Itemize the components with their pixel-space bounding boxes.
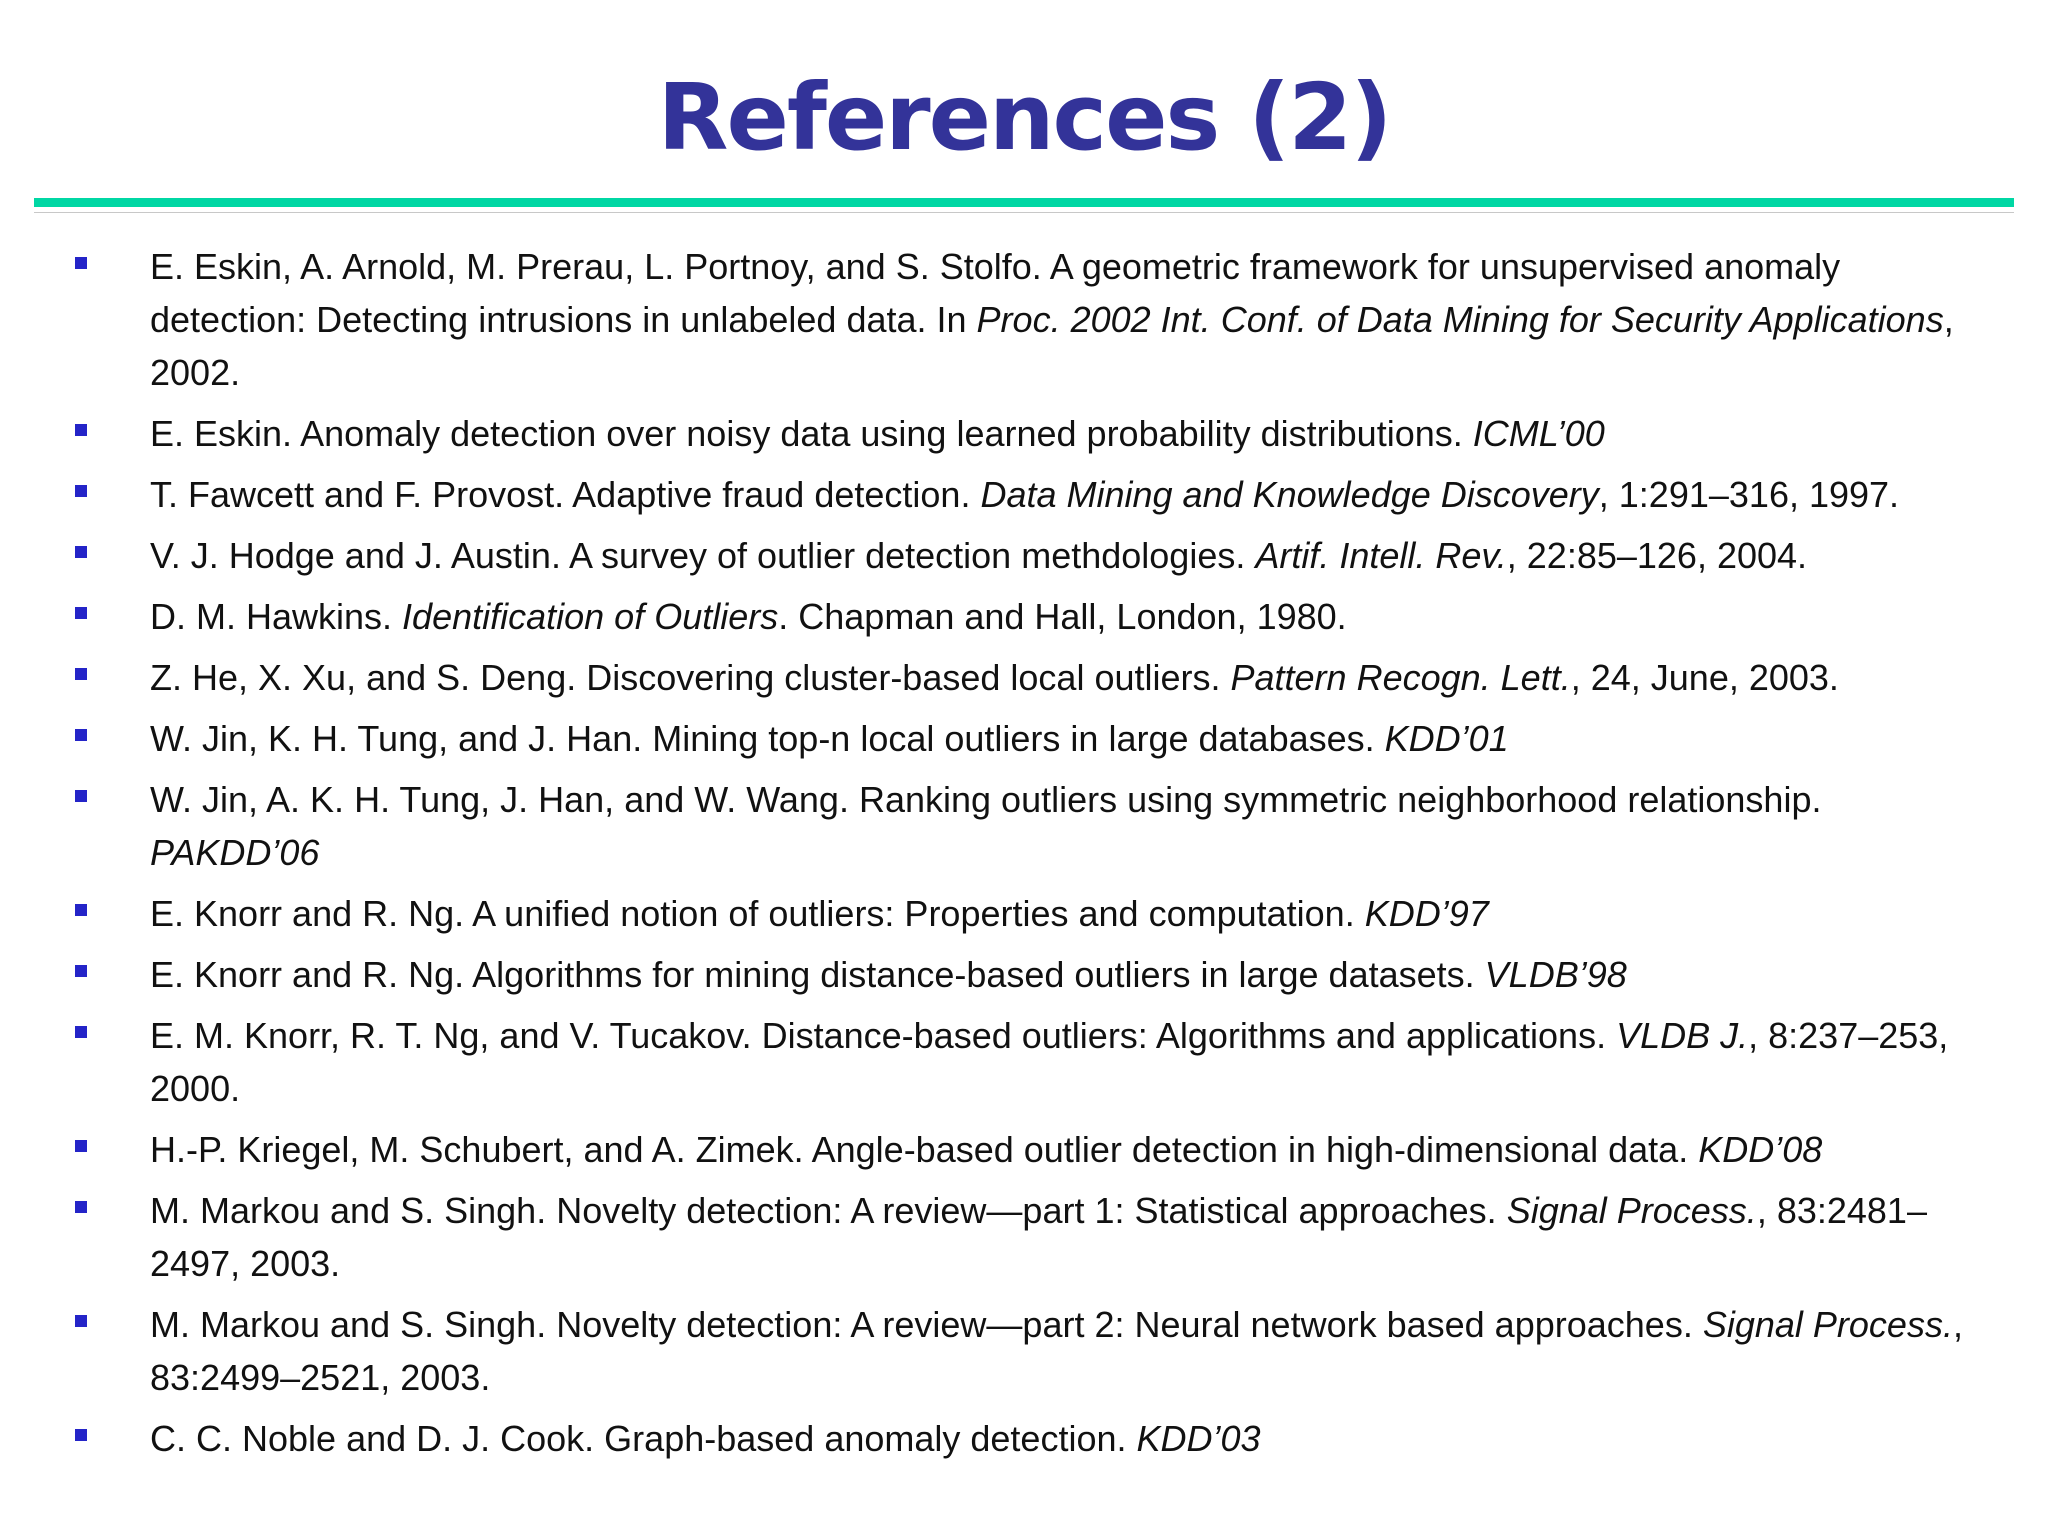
- reference-authors-title: Z. He, X. Xu, and S. Deng. Discovering cluster-based local outliers.: [150, 657, 1231, 698]
- title-underline: [34, 198, 2014, 207]
- square-bullet-icon: [75, 1140, 87, 1152]
- square-bullet-icon: [75, 1026, 87, 1038]
- square-bullet-icon: [75, 729, 87, 741]
- reference-venue: ICML’00: [1472, 413, 1605, 454]
- reference-item: [0, 773, 2048, 879]
- square-bullet-icon: [75, 424, 87, 436]
- reference-details: , 24, June, 2003.: [1570, 657, 1839, 698]
- reference-authors-title: E. M. Knorr, R. T. Ng, and V. Tucakov. Distance-based outliers: Algorithms and applications.: [150, 1015, 1617, 1056]
- reference-list: [0, 240, 2048, 1473]
- reference-authors-title: D. M. Hawkins.: [150, 596, 403, 637]
- reference-item: [0, 651, 2048, 704]
- reference-venue: KDD’03: [1136, 1418, 1261, 1459]
- reference-authors-title: H.-P. Kriegel, M. Schubert, and A. Zimek. Angle-based outlier detection in high-dimensional data.: [150, 1129, 1699, 1170]
- reference-venue: KDD’97: [1364, 893, 1489, 934]
- reference-item: [0, 712, 2048, 765]
- reference-venue: Artif. Intell. Rev.: [1255, 535, 1507, 576]
- reference-authors-title: E. Knorr and R. Ng. A unified notion of outliers: Properties and computation.: [150, 893, 1365, 934]
- square-bullet-icon: [75, 1315, 87, 1327]
- square-bullet-icon: [75, 904, 87, 916]
- reference-item: [0, 887, 2048, 940]
- reference-item: [0, 1298, 2048, 1404]
- square-bullet-icon: [75, 607, 87, 619]
- reference-authors-title: T. Fawcett and F. Provost. Adaptive fraud detection.: [150, 474, 981, 515]
- reference-details: , 1:291–316, 1997.: [1598, 474, 1900, 515]
- reference-venue: PAKDD’06: [150, 832, 320, 873]
- reference-venue: Data Mining and Knowledge Discovery: [980, 474, 1599, 515]
- reference-authors-title: M. Markou and S. Singh. Novelty detection: A review—part 2: Neural network based approaches.: [150, 1304, 1703, 1345]
- square-bullet-icon: [75, 546, 87, 558]
- reference-details: , 2002.: [150, 299, 1954, 393]
- reference-authors-title: W. Jin, K. H. Tung, and J. Han. Mining top-n local outliers in large databases.: [150, 718, 1385, 759]
- reference-authors-title: E. Eskin. Anomaly detection over noisy data using learned probability distributions.: [150, 413, 1473, 454]
- reference-venue: VLDB’98: [1484, 954, 1627, 995]
- square-bullet-icon: [75, 668, 87, 680]
- reference-authors-title: M. Markou and S. Singh. Novelty detection: A review—part 1: Statistical approaches.: [150, 1190, 1507, 1231]
- reference-item: [0, 1412, 2048, 1465]
- reference-item: [0, 1123, 2048, 1176]
- reference-details: , 83:2481–2497, 2003.: [150, 1190, 1927, 1284]
- reference-authors-title: V. J. Hodge and J. Austin. A survey of outlier detection methdologies.: [150, 535, 1256, 576]
- reference-item: [0, 240, 2048, 399]
- reference-venue: Signal Process.: [1702, 1304, 1953, 1345]
- square-bullet-icon: [75, 1201, 87, 1213]
- reference-item: [0, 1009, 2048, 1115]
- reference-venue: Signal Process.: [1506, 1190, 1757, 1231]
- reference-venue: Identification of Outliers: [402, 596, 779, 637]
- reference-authors-title: C. C. Noble and D. J. Cook. Graph-based anomaly detection.: [150, 1418, 1137, 1459]
- reference-details: . Chapman and Hall, London, 1980.: [778, 596, 1347, 637]
- reference-item: [0, 590, 2048, 643]
- square-bullet-icon: [75, 965, 87, 977]
- reference-item: [0, 529, 2048, 582]
- reference-authors-title: E. Knorr and R. Ng. Algorithms for mining distance-based outliers in large datasets.: [150, 954, 1485, 995]
- reference-authors-title: W. Jin, A. K. H. Tung, J. Han, and W. Wang. Ranking outliers using symmetric neighborhood relationship.: [150, 779, 1822, 820]
- reference-item: [0, 1184, 2048, 1290]
- reference-venue: Proc. 2002 Int. Conf. of Data Mining for Security Applications: [976, 299, 1944, 340]
- reference-venue: Pattern Recogn. Lett.: [1230, 657, 1571, 698]
- reference-venue: VLDB J.: [1616, 1015, 1749, 1056]
- reference-item: [0, 948, 2048, 1001]
- square-bullet-icon: [75, 485, 87, 497]
- square-bullet-icon: [75, 257, 87, 269]
- reference-item: [0, 468, 2048, 521]
- reference-details: , 22:85–126, 2004.: [1506, 535, 1808, 576]
- square-bullet-icon: [75, 1429, 87, 1441]
- reference-details: , 8:237–253, 2000.: [150, 1015, 1949, 1109]
- slide-title: References (2): [657, 64, 1391, 171]
- square-bullet-icon: [75, 790, 87, 802]
- reference-venue: KDD’01: [1384, 718, 1509, 759]
- reference-venue: KDD’08: [1698, 1129, 1823, 1170]
- title-underline-thin: [34, 212, 2014, 213]
- reference-item: [0, 407, 2048, 460]
- reference-authors-title: E. Eskin, A. Arnold, M. Prerau, L. Portnoy, and S. Stolfo. A geometric framework for unsupervised anomaly detection: Detecting intrusions in unlabeled data. In: [150, 246, 1841, 340]
- reference-details: , 83:2499–2521, 2003.: [150, 1304, 1963, 1398]
